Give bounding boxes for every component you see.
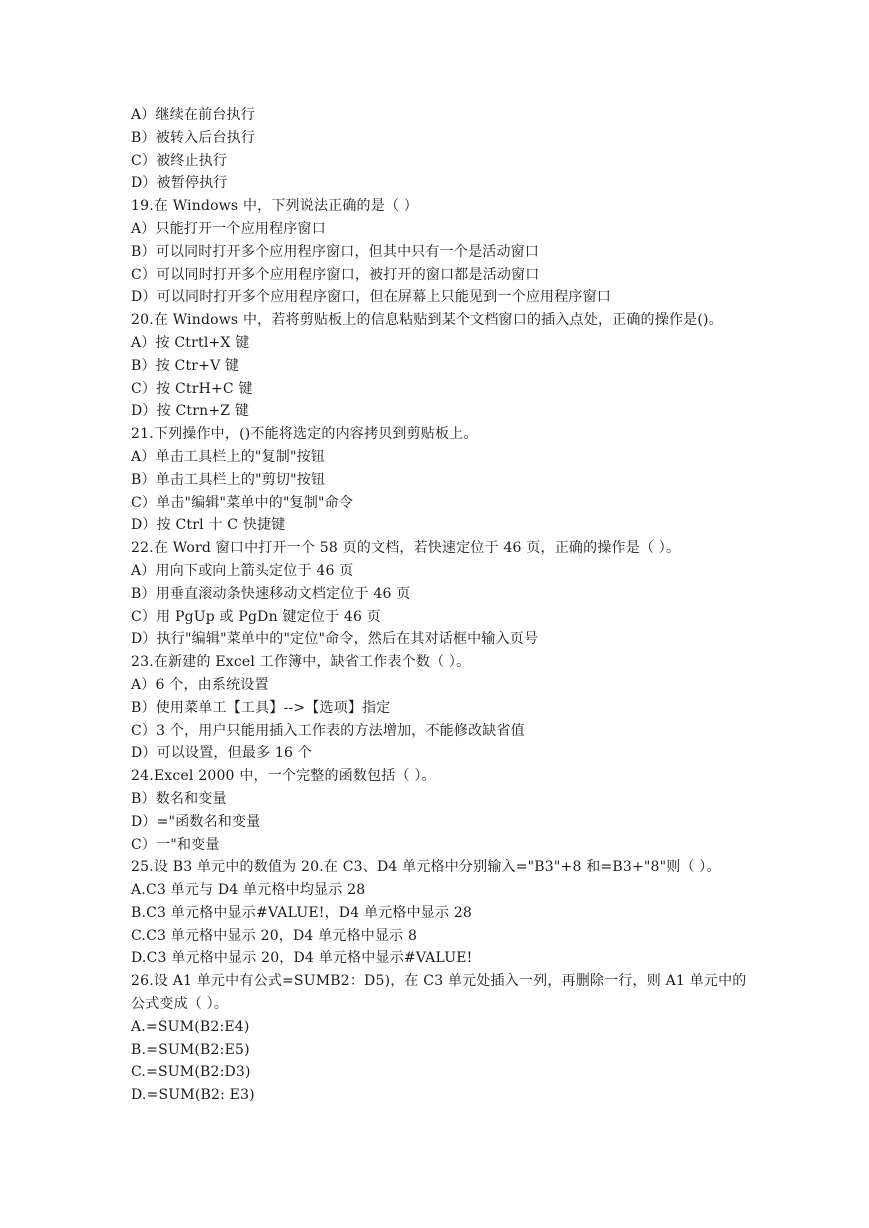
- question-26: 26.设 A1 单元中有公式=SUMB2：D5)，在 C3 单元处插入一列，再删除一行，则 A1 单元中的: [131, 973, 747, 990]
- text-line: D）按 Ctrn+Z 键: [131, 403, 250, 420]
- text-line: C.=SUM(B2:D3): [131, 1064, 251, 1081]
- text-line: D.C3 单元格中显示 20，D4 单元格中显示#VALUE!: [131, 950, 473, 967]
- text-line: D）按 Ctrl 十 C 快捷键: [131, 517, 286, 534]
- text-line: B）可以同时打开多个应用程序窗口，但其中只有一个是活动窗口: [131, 243, 540, 260]
- text-line: B.C3 单元格中显示#VALUE!，D4 单元格中显示 28: [131, 904, 473, 921]
- text-line: A）6 个，由系统设置: [131, 676, 269, 693]
- text-line: D.=SUM(B2: E3): [131, 1087, 255, 1104]
- question-21: 21.下列操作中，()不能将选定的内容拷贝到剪贴板上。: [131, 426, 478, 443]
- text-line: A.C3 单元与 D4 单元格中均显示 28: [131, 882, 366, 899]
- text-line: C.C3 单元格中显示 20，D4 单元格中显示 8: [131, 927, 418, 944]
- text-line: A）继续在前台执行: [131, 107, 255, 123]
- text-line: A）单击工具栏上的"复制"按钮: [131, 448, 325, 465]
- text-line: A）用向下或向上箭头定位于 46 页: [131, 562, 354, 579]
- text-line: B）被转入后台执行: [131, 129, 256, 146]
- text-line: B.=SUM(B2:E5): [131, 1041, 250, 1058]
- text-line: A）只能打开一个应用程序窗口: [131, 220, 326, 237]
- text-line: D）可以同时打开多个应用程序窗口，但在屏幕上只能见到一个应用程序窗口: [131, 289, 612, 306]
- text-line: D）被暂停执行: [131, 175, 228, 192]
- question-19: 19.在 Windows 中，下列说法正确的是（ ）: [131, 198, 419, 215]
- text-line: D）执行"编辑"菜单中的"定位"命令，然后在其对话框中输入页号: [131, 631, 539, 648]
- document-body: [131, 104, 751, 1107]
- question-24: 24.Excel 2000 中，一个完整的函数包括（ ）。: [131, 768, 436, 785]
- question-22: 22.在 Word 窗口中打开一个 58 页的文档，若快速定位于 46 页，正确的操作是（ ）。: [131, 540, 681, 557]
- text-line: B）按 Ctr+V 键: [131, 357, 240, 374]
- text-line: C）3 个，用户只能用插入工作表的方法增加，不能修改缺省值: [131, 722, 525, 739]
- text-line: C）按 CtrH+C 键: [131, 380, 253, 397]
- text-line: B）用垂直滚动条快速移动文档定位于 46 页: [131, 585, 411, 602]
- text-line: B）数名和变量: [131, 790, 227, 807]
- text-line: 公式变成（ ）。: [131, 996, 229, 1013]
- text-line: C）单击"编辑"菜单中的"复制"命令: [131, 494, 354, 511]
- text-line: A.=SUM(B2:E4): [131, 1018, 250, 1035]
- text-line: D）="函数名和变量: [131, 813, 261, 830]
- text-line: B）单击工具栏上的"剪切"按钮: [131, 471, 326, 488]
- text-line: C）被终止执行: [131, 152, 228, 169]
- text-line: C）用 PgUp 或 PgDn 键定位于 46 页: [131, 608, 381, 625]
- text-line: C）一"和变量: [131, 836, 220, 853]
- question-23: 23.在新建的 Excel 工作簿中，缺省工作表个数（ ）。: [131, 654, 471, 671]
- question-25: 25.设 B3 单元中的数值为 20.在 C3、D4 单元格中分别输入="B3"+8 和=B3+"8"则（ ）。: [131, 859, 721, 876]
- text-line: B）使用菜单工【工具】-->【选项】指定: [131, 699, 391, 716]
- text-line: D）可以设置，但最多 16 个: [131, 745, 312, 762]
- question-20: 20.在 Windows 中，若将剪贴板上的信息粘贴到某个文档窗口的插入点处，正确的操作是()。: [131, 312, 723, 329]
- text-line: C）可以同时打开多个应用程序窗口，被打开的窗口都是活动窗口: [131, 266, 540, 283]
- text-line: A）按 Ctrtl+X 键: [131, 334, 250, 351]
